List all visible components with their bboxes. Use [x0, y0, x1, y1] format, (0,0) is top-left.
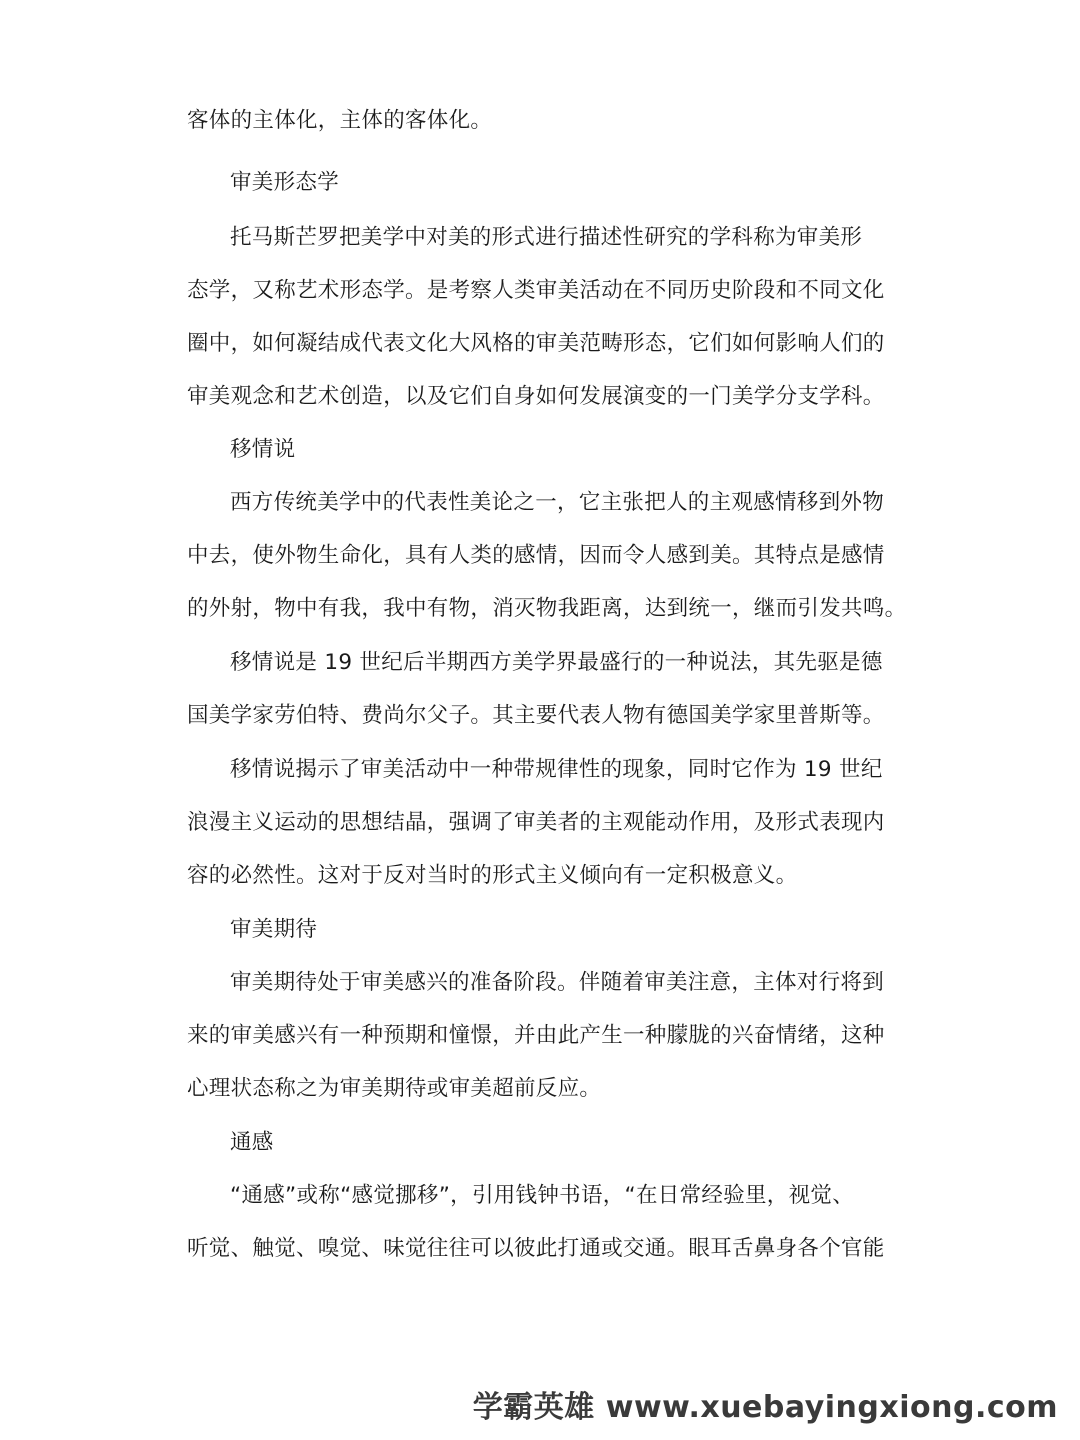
text-line: 移情说是 19 世纪后半期西方美学界最盛行的一种说法，其先驱是德: [230, 650, 883, 675]
text-line: 西方传统美学中的代表性美论之一，它主张把人的主观感情移到外物: [230, 490, 885, 515]
text-line: 来的审美感兴有一种预期和憧憬，并由此产生一种朦胧的兴奋情绪，这种: [187, 1023, 885, 1048]
text-line: 容的必然性。这对于反对当时的形式主义倾向有一定积极意义。: [187, 863, 798, 888]
text-line: 态学，又称艺术形态学。是考察人类审美活动在不同历史阶段和不同文化: [187, 278, 885, 303]
site-watermark: 学霸英雄 www.xuebayingxiong.com: [472, 1390, 1058, 1425]
text-line: “通感”或称“感觉挪移”，引用钱钟书语，“在日常经验里，视觉、: [230, 1183, 854, 1208]
text-line: 国美学家劳伯特、费尚尔父子。其主要代表人物有德国美学家里普斯等。: [187, 703, 885, 728]
section-heading: 通感: [230, 1130, 274, 1155]
text-line: 听觉、触觉、嗅觉、味觉往往可以彼此打通或交通。眼耳舌鼻身各个官能: [187, 1236, 885, 1261]
text-line: 浪漫主义运动的思想结晶，强调了审美者的主观能动作用，及形式表现内: [187, 810, 885, 835]
section-heading: 移情说: [230, 437, 296, 462]
text-line: 中去，使外物生命化，具有人类的感情，因而令人感到美。其特点是感情: [187, 543, 885, 568]
section-heading: 审美形态学: [230, 170, 340, 195]
text-line: 心理状态称之为审美期待或审美超前反应。: [187, 1076, 602, 1101]
text-line: 移情说揭示了审美活动中一种带规律性的现象，同时它作为 19 世纪: [230, 757, 883, 782]
text-line: 客体的主体化，主体的客体化。: [187, 108, 493, 133]
text-line: 圈中，如何凝结成代表文化大风格的审美范畴形态，它们如何影响人们的: [187, 331, 885, 356]
text-line: 的外射，物中有我，我中有物，消灭物我距离，达到统一，继而引发共鸣。: [187, 596, 907, 621]
text-line: 托马斯芒罗把美学中对美的形式进行描述性研究的学科称为审美形: [230, 225, 863, 250]
text-line: 审美观念和艺术创造，以及它们自身如何发展演变的一门美学分支学科。: [187, 384, 885, 409]
text-line: 审美期待处于审美感兴的准备阶段。伴随着审美注意，主体对行将到: [230, 970, 885, 995]
section-heading: 审美期待: [230, 917, 318, 942]
